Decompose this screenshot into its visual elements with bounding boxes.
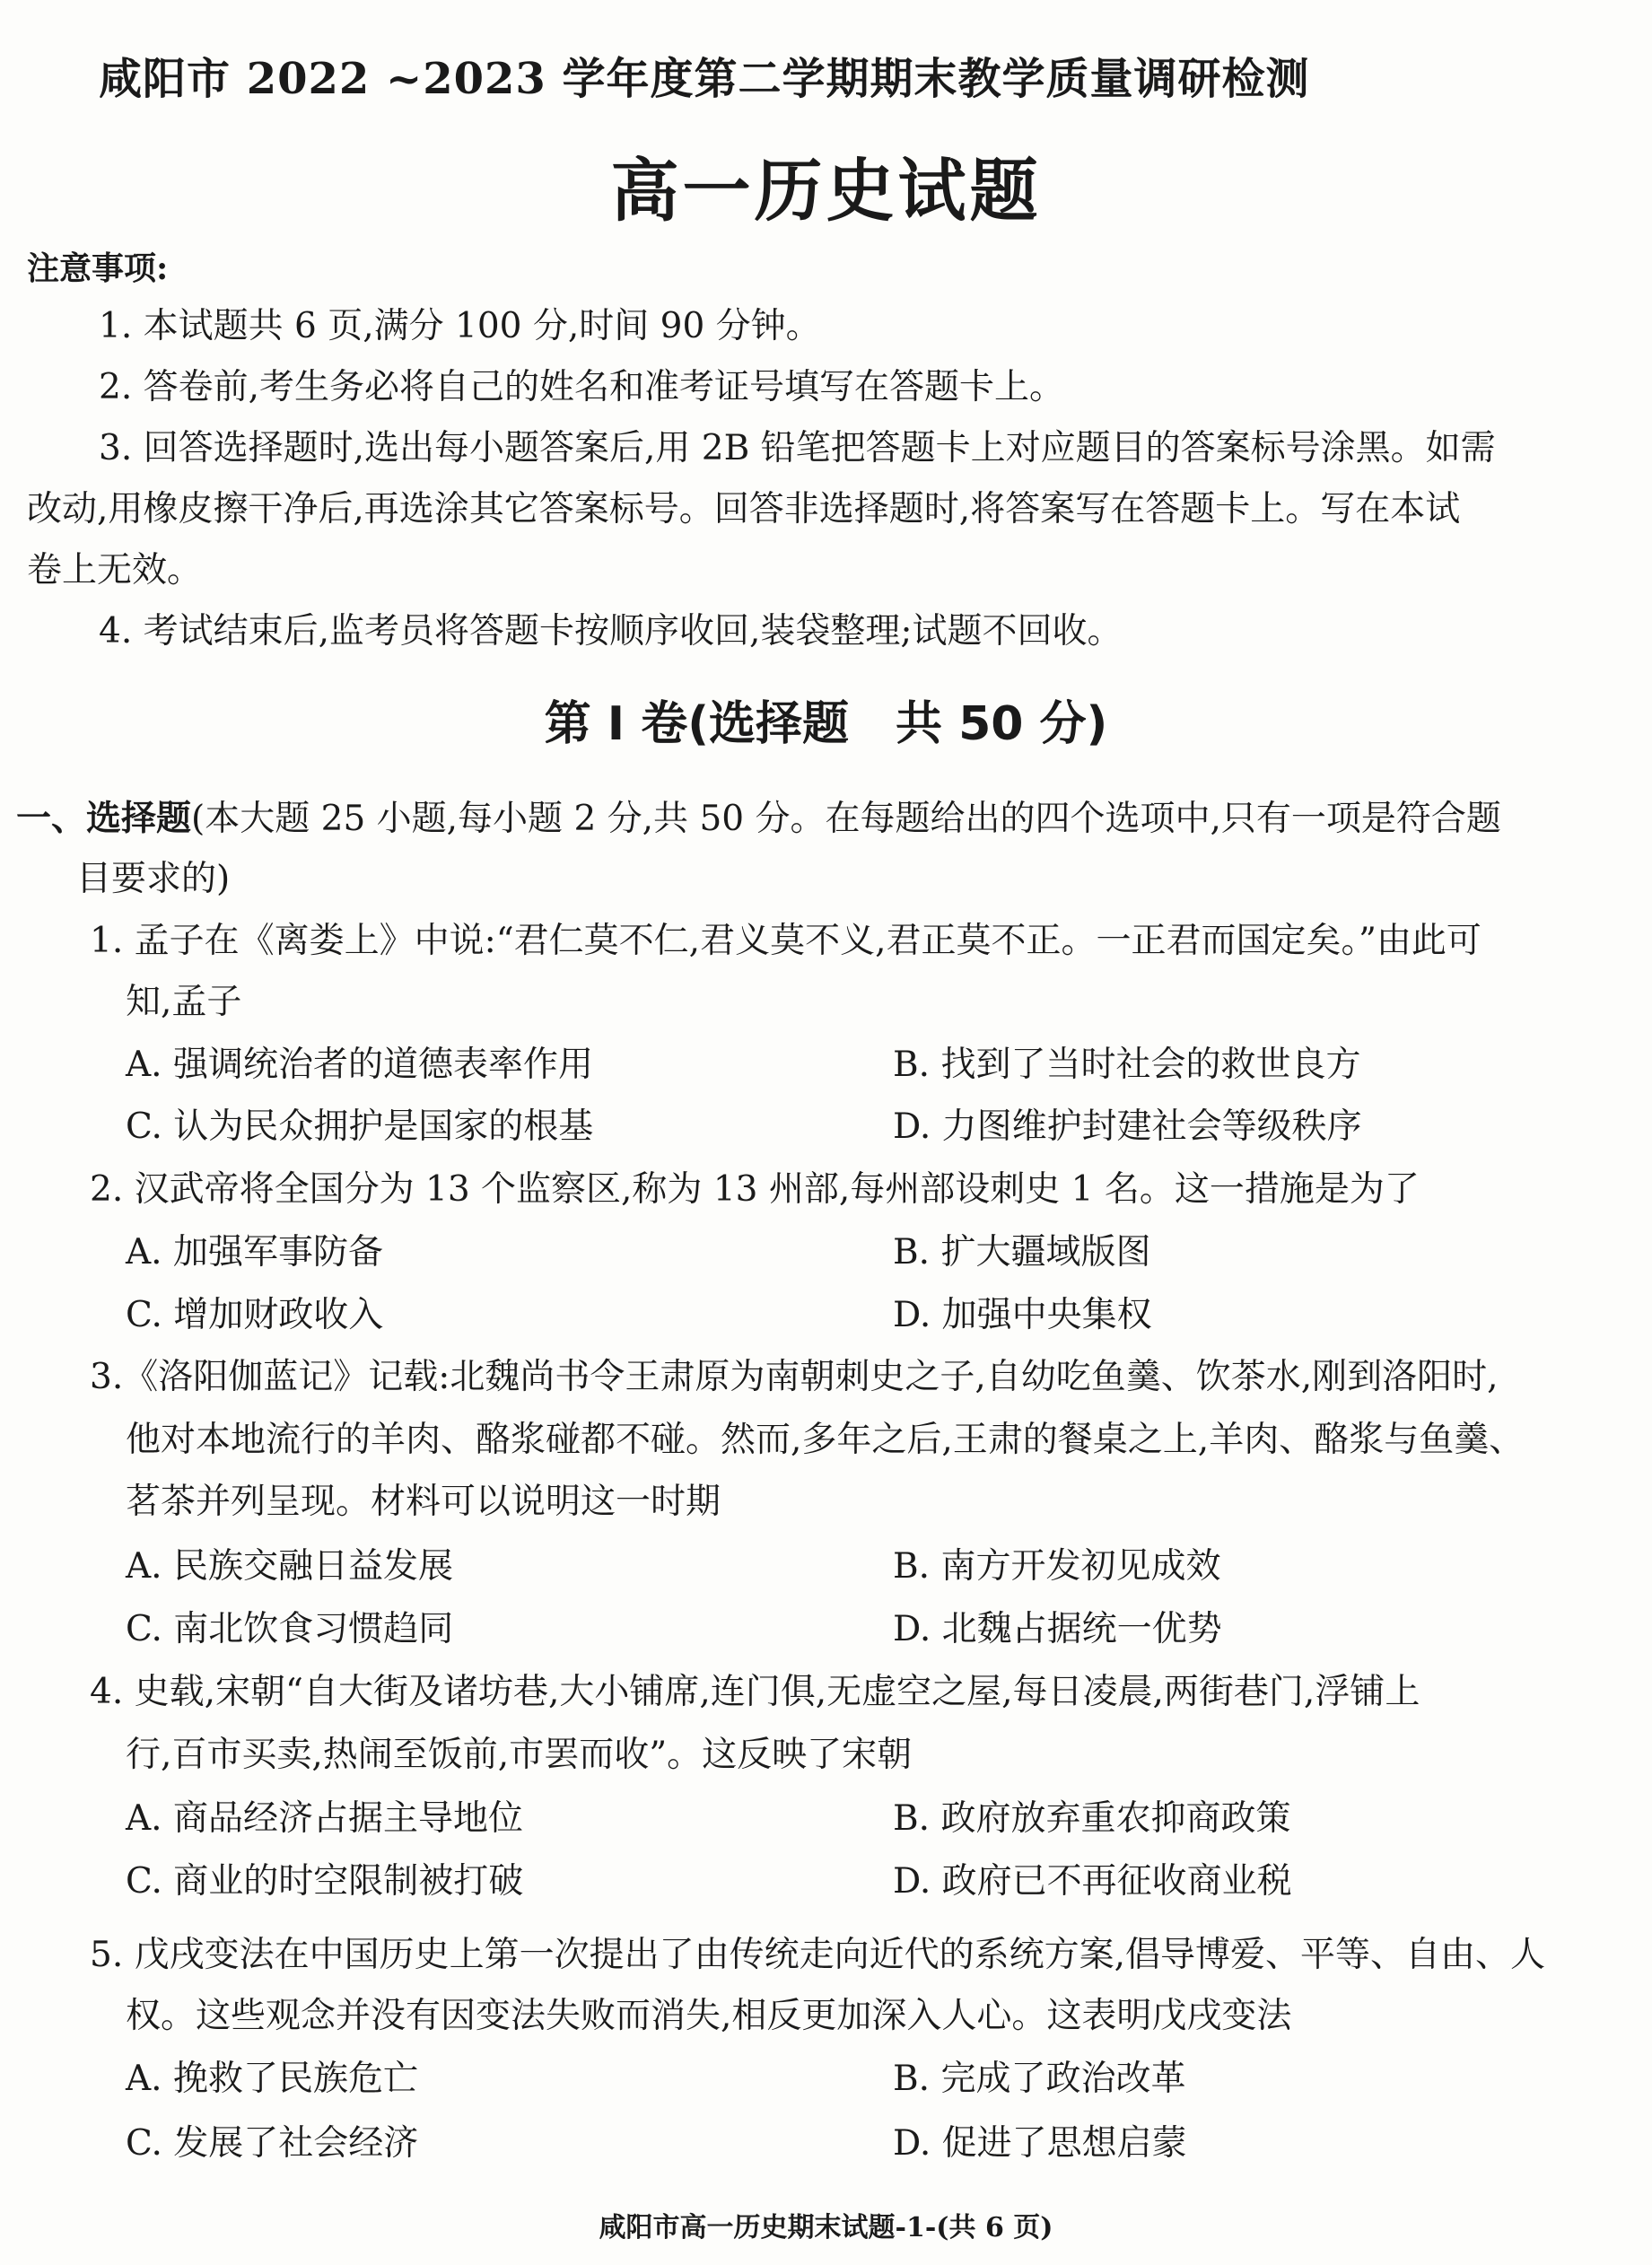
question-5-option-d: D. 促进了思想启蒙 bbox=[893, 2123, 1187, 2164]
part-title: 第 Ⅰ 卷(选择题 共 50 分) bbox=[544, 697, 1108, 751]
question-2-stem-line-1: 2. 汉武帝将全国分为 13 个监察区,称为 13 州部,每州部设刺史 1 名。这一措施是为了 bbox=[90, 1169, 1420, 1210]
question-5-stem-line-2: 权。这些观念并没有因变法失败而消失,相反更加深入人心。这表明戊戌变法 bbox=[126, 1996, 1292, 2036]
question-1-option-c: C. 认为民众拥护是国家的根基 bbox=[126, 1106, 594, 1147]
question-1-stem-line-1: 1. 孟子在《离娄上》中说:“君仁莫不仁,君义莫不义,君正莫不正。一正君而国定矣。”由此可 bbox=[90, 921, 1482, 961]
subject-title: 高一历史试题 bbox=[610, 151, 1042, 231]
page-footer: 咸阳市高一历史期末试题-1-(共 6 页) bbox=[599, 2212, 1053, 2243]
question-2-option-d: D. 加强中央集权 bbox=[893, 1295, 1152, 1335]
question-4-option-c: C. 商业的时空限制被打破 bbox=[126, 1861, 524, 1902]
question-3-option-d: D. 北魏占据统一优势 bbox=[893, 1609, 1222, 1649]
question-1-stem-line-2: 知,孟子 bbox=[126, 982, 242, 1022]
question-2-option-c: C. 增加财政收入 bbox=[126, 1295, 384, 1335]
exam-title: 咸阳市 2022 ~2023 学年度第二学期期末教学质量调研检测 bbox=[99, 54, 1310, 104]
question-4-option-d: D. 政府已不再征收商业税 bbox=[893, 1861, 1292, 1902]
question-4-stem-line-2: 行,百市买卖,热闹至饭前,市罢而收”。这反映了宋朝 bbox=[126, 1735, 913, 1775]
notice-item-3-line-3: 卷上无效。 bbox=[27, 550, 203, 590]
question-3-option-b: B. 南方开发初见成效 bbox=[893, 1546, 1221, 1587]
question-5-option-c: C. 发展了社会经济 bbox=[126, 2123, 419, 2164]
notice-heading: 注意事项: bbox=[27, 249, 169, 287]
section-label: 一、选择题 bbox=[16, 798, 192, 839]
question-4-option-a: A. 商品经济占据主导地位 bbox=[126, 1798, 523, 1839]
question-3-option-a: A. 民族交融日益发展 bbox=[126, 1546, 453, 1587]
question-5-option-b: B. 完成了政治改革 bbox=[893, 2059, 1186, 2099]
question-2-option-a: A. 加强军事防备 bbox=[126, 1232, 383, 1272]
notice-item-3-line-2: 改动,用橡皮擦干净后,再选涂其它答案标号。回答非选择题时,将答案写在答题卡上。写在本试 bbox=[27, 489, 1461, 529]
question-4-stem-line-1: 4. 史载,宋朝“自大街及诸坊巷,大小铺席,连门俱,无虚空之屋,每日凌晨,两街巷门,浮铺上 bbox=[90, 1672, 1420, 1712]
section-desc: (本大题 25 小题,每小题 2 分,共 50 分。在每题给出的四个选项中,只有一项是符合题 bbox=[191, 799, 1501, 839]
question-4-option-b: B. 政府放弃重农抑商政策 bbox=[893, 1798, 1291, 1839]
question-3-option-c: C. 南北饮食习惯趋同 bbox=[126, 1609, 454, 1649]
notice-item-2: 2. 答卷前,考生务必将自己的姓名和准考证号填写在答题卡上。 bbox=[99, 367, 1065, 407]
question-5-stem-line-1: 5. 戊戌变法在中国历史上第一次提出了由传统走向近代的系统方案,倡导博爱、平等、自由、人 bbox=[90, 1935, 1546, 1975]
question-3-stem-line-3: 茗茶并列呈现。材料可以说明这一时期 bbox=[126, 1482, 721, 1522]
question-1-option-a: A. 强调统治者的道德表率作用 bbox=[126, 1045, 593, 1085]
question-3-stem-line-2: 他对本地流行的羊肉、酪浆碰都不碰。然而,多年之后,王肃的餐桌之上,羊肉、酪浆与鱼羹、 bbox=[126, 1420, 1525, 1460]
question-5-option-a: A. 挽救了民族危亡 bbox=[126, 2059, 418, 2099]
notice-item-3-line-1: 3. 回答选择题时,选出每小题答案后,用 2B 铅笔把答题卡上对应题目的答案标号涂黑。如需 bbox=[99, 428, 1496, 468]
question-1-option-d: D. 力图维护封建社会等级秩序 bbox=[893, 1106, 1362, 1147]
notice-item-1: 1. 本试题共 6 页,满分 100 分,时间 90 分钟。 bbox=[99, 306, 821, 346]
section-heading-line-1 bbox=[16, 797, 1501, 841]
question-2-option-b: B. 扩大疆域版图 bbox=[893, 1232, 1151, 1272]
question-3-stem-line-1: 3.《洛阳伽蓝记》记载:北魏尚书令王肃原为南朝刺史之子,自幼吃鱼羹、饮茶水,刚到洛阳时, bbox=[90, 1357, 1499, 1397]
notice-item-4: 4. 考试结束后,监考员将答题卡按顺序收回,装袋整理;试题不回收。 bbox=[99, 611, 1123, 652]
section-desc-line-2: 目要求的) bbox=[76, 859, 231, 899]
question-1-option-b: B. 找到了当时社会的救世良方 bbox=[893, 1045, 1361, 1085]
